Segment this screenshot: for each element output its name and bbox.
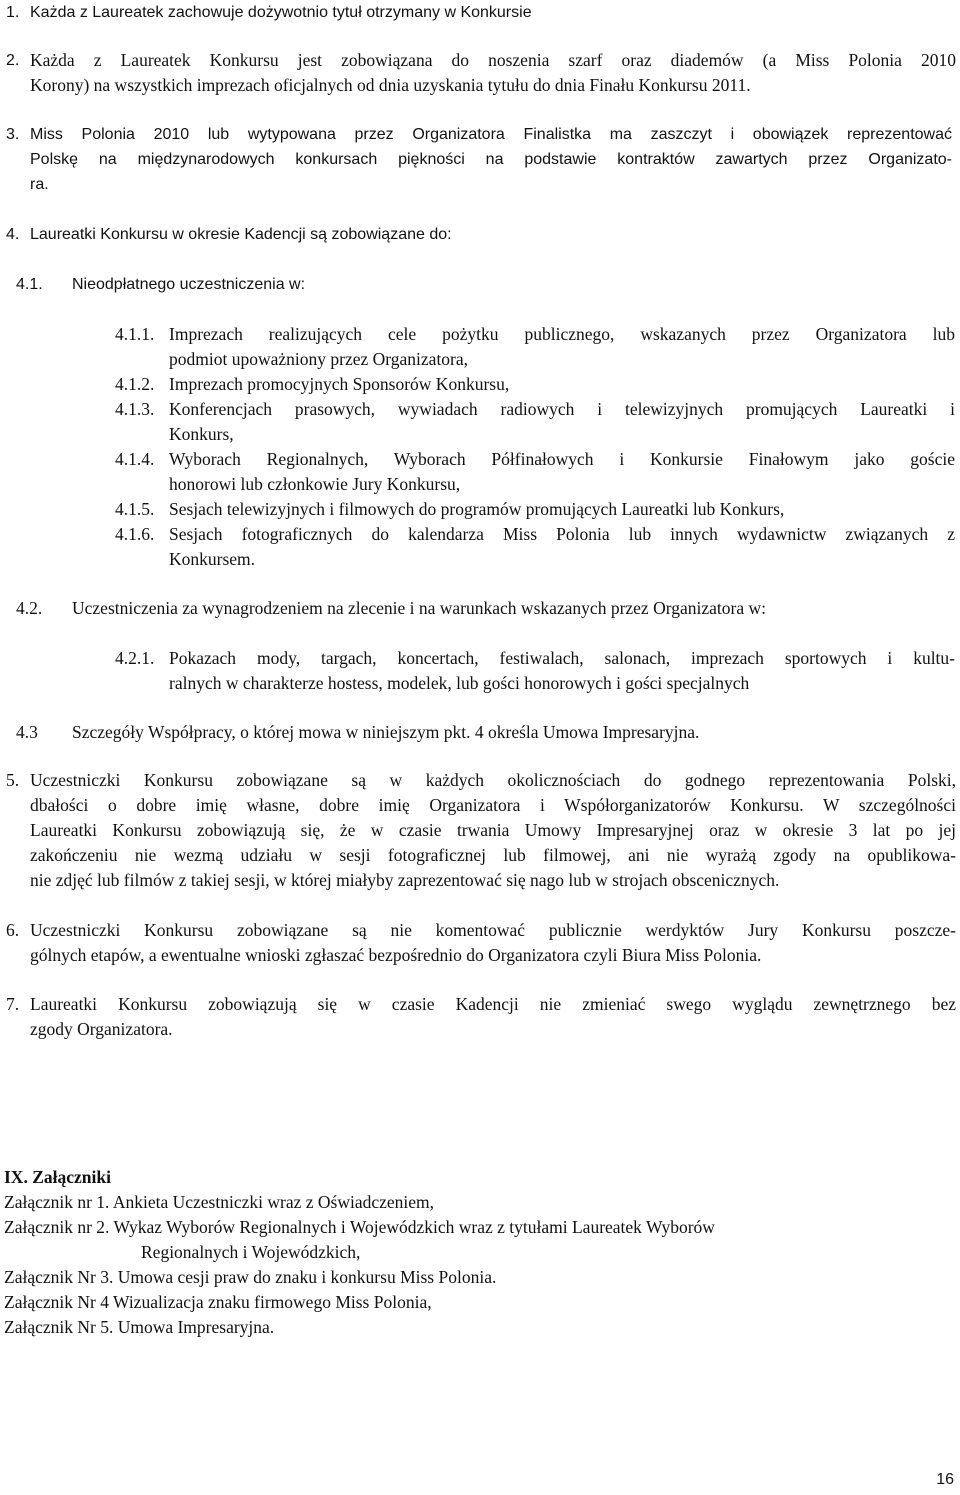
item-number: 4.1.6. <box>115 524 155 544</box>
paragraph-text: Imprezach promocyjnych Sponsorów Konkursu, <box>169 374 510 394</box>
paragraph-line: Polskę na międzynarodowych konkursach piękności na podstawie kontraktów zawartych przez Organizato- <box>30 151 952 168</box>
item-number: 5. <box>6 770 20 790</box>
paragraph-line: podmiot upoważniony przez Organizatora, <box>169 349 469 369</box>
attachment-item: Załącznik nr 1. Ankieta Uczestniczki wraz z Oświadczeniem, <box>4 1192 435 1212</box>
paragraph-line: Każda z Laureatek Konkursu jest zobowiązana do noszenia szarf oraz diademów (a Miss Polonia 2010 <box>30 50 956 70</box>
item-number: 4.1.4. <box>115 449 155 469</box>
item-number: 4.1. <box>16 276 43 293</box>
item-number: 1. <box>6 4 20 21</box>
paragraph-line: Miss Polonia 2010 lub wytypowana przez Organizatora Finalistka ma zaszczyt i obowiązek reprezentować <box>30 126 952 143</box>
item-number: 4.3 <box>16 722 38 742</box>
attachment-item: Załącznik Nr 5. Umowa Impresaryjna. <box>4 1317 275 1337</box>
item-number: 4.2. <box>16 598 43 618</box>
attachment-item-continuation: Regionalnych i Wojewódzkich, <box>141 1242 361 1262</box>
paragraph-line: nie zdjęć lub filmów z takiej sesji, w której miałyby zaprezentować się nago lub w strojach obscenicznych. <box>30 870 780 890</box>
paragraph-line: Konferencjach prasowych, wywiadach radiowych i telewizyjnych promujących Laureatki i <box>169 399 955 419</box>
paragraph-line: zakończeniu nie wezmą udziału w sesji fotograficznej lub filmowej, ani nie wyrażą zgody na opublikowa- <box>30 845 956 865</box>
paragraph-text: Sesjach telewizyjnych i filmowych do programów promujących Laureatki lub Konkurs, <box>169 499 785 519</box>
item-number: 4.1.2. <box>115 374 155 394</box>
paragraph-line: Konkurs, <box>169 424 234 444</box>
paragraph-line: gólnych etapów, a ewentualne wnioski zgłaszać bezpośrednio do Organizatora czyli Biura Miss Polonia. <box>30 945 762 965</box>
paragraph-text: Uczestniczenia za wynagrodzeniem na zlecenie i na warunkach wskazanych przez Organizatora w: <box>72 598 766 618</box>
paragraph-text: Nieodpłatnego uczestniczenia w: <box>72 276 306 293</box>
item-number: 4.1.3. <box>115 399 155 419</box>
paragraph-text: Każda z Laureatek zachowuje dożywotnio tytuł otrzymany w Konkursie <box>30 4 532 21</box>
paragraph-line: honorowi lub członkowie Jury Konkursu, <box>169 474 461 494</box>
paragraph-line: Uczestniczki Konkursu zobowiązane są nie komentować publicznie werdyktów Jury Konkursu poszcze- <box>30 920 956 940</box>
item-number: 4.1.5. <box>115 499 155 519</box>
section-heading: IX. Załączniki <box>4 1167 111 1187</box>
item-number: 4.2.1. <box>115 648 155 668</box>
item-number: 3. <box>6 126 20 143</box>
item-number: 7. <box>6 994 20 1014</box>
attachment-item: Załącznik Nr 4 Wizualizacja znaku firmowego Miss Polonia, <box>4 1292 432 1312</box>
paragraph-line: Uczestniczki Konkursu zobowiązane są w każdych okolicznościach do godnego reprezentowania Polski, <box>30 770 956 790</box>
paragraph-line: Sesjach fotograficznych do kalendarza Miss Polonia lub innych wydawnictw związanych z <box>169 524 955 544</box>
paragraph-line: ralnych w charakterze hostess, modelek, lub gości honorowych i gości specjalnych <box>169 673 750 693</box>
attachment-item: Załącznik nr 2. Wykaz Wyborów Regionalnych i Wojewódzkich wraz z tytułami Laureatek Wyborów <box>4 1217 715 1237</box>
page-number: 16 <box>936 1471 954 1488</box>
paragraph-line: Konkursem. <box>169 549 256 569</box>
paragraph-line: zgody Organizatora. <box>30 1019 173 1039</box>
paragraph-line: ra. <box>30 176 49 193</box>
paragraph-line: Korony) na wszystkich imprezach oficjalnych od dnia uzyskania tytułu do dnia Finału Konkursu 2011. <box>30 75 751 95</box>
paragraph-line: dbałości o dobre imię własne, dobre imię Organizatora i Współorganizatorów Konkursu. W szczególności <box>30 795 956 815</box>
paragraph-line: Wyborach Regionalnych, Wyborach Półfinałowych i Konkursie Finałowym jako goście <box>169 449 955 469</box>
paragraph-text: Laureatki Konkursu w okresie Kadencji są zobowiązane do: <box>30 226 452 243</box>
item-number: 4. <box>6 226 20 243</box>
paragraph-text: Szczegóły Współpracy, o której mowa w niniejszym pkt. 4 określa Umowa Impresaryjna. <box>72 722 700 742</box>
paragraph-line: Laureatki Konkursu zobowiązują się w czasie Kadencji nie zmieniać swego wyglądu zewnętrznego bez <box>30 994 956 1014</box>
item-number: 4.1.1. <box>115 324 155 344</box>
item-number: 2. <box>6 52 20 69</box>
paragraph-line: Pokazach mody, targach, koncertach, festiwalach, salonach, imprezach sportowych i kultu- <box>169 648 955 668</box>
item-number: 6. <box>6 920 20 940</box>
paragraph-line: Laureatki Konkursu zobowiązują się, że w czasie trwania Umowy Impresaryjnej oraz w okresie 3 lat po jej <box>30 820 956 840</box>
attachment-item: Załącznik Nr 3. Umowa cesji praw do znaku i konkursu Miss Polonia. <box>4 1267 497 1287</box>
paragraph-line: Imprezach realizujących cele pożytku publicznego, wskazanych przez Organizatora lub <box>169 324 955 344</box>
